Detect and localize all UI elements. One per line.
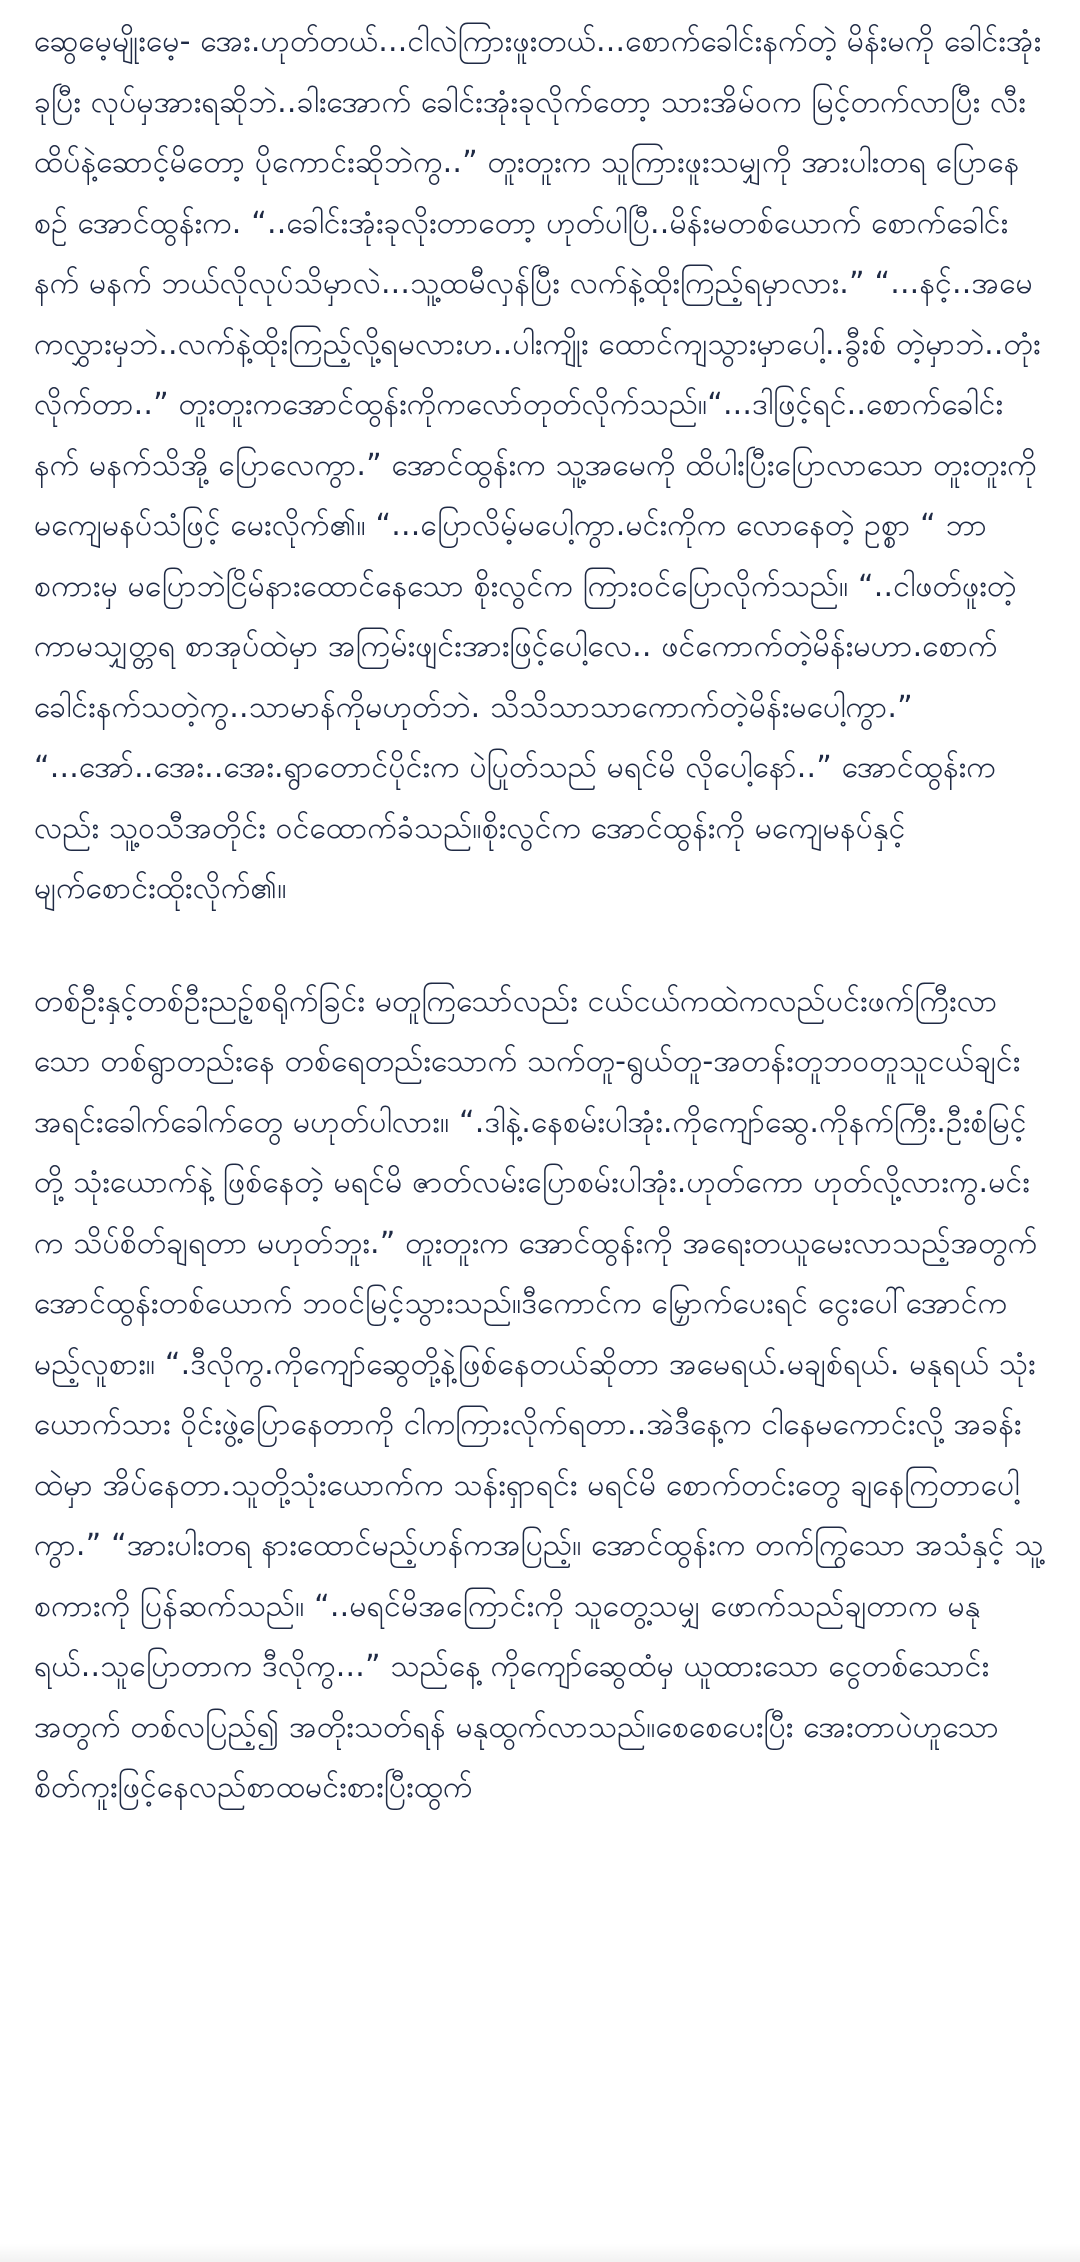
story-paragraph-1: ဆွေမေ့မျိုးမေ့- အေး.ဟုတ်တယ်...ငါလဲကြားဖူးတယ်...စောက်ခေါင်းနက်တဲ့ မိန်းမကို ခေါင်းအုံး ခုပြီး လုပ်မှအားရဆိုဘဲ..ခါးအောက် ခေါင်းအုံးခုလိုက်တော့ သားအိမ်ဝက မြင့်တက်လာပြီး လီးထိပ်နဲ့ဆောင့်မိတော့ ပိုကောင်းဆိုဘဲကွ..” တူးတူးက သူကြားဖူးသမျှကို အားပါးတရ ပြောနေစဉ် အောင်ထွန်းက. “..ခေါင်းအုံးခုလိုးတာတော့ ဟုတ်ပါပြီ..မိန်းမတစ်ယောက် စောက်ခေါင်းနက် မနက် ဘယ်လိုလုပ်သိမှာလဲ...သူ့ထမီလှန်ပြီး လက်နဲ့ထိုးကြည့်ရမှာလား.” “...နင့်..အမေကလွှားမှဘဲ..လက်နဲ့ထိုးကြည့်လို့ရမလားဟ..ပါးကျိုး ထောင်ကျသွားမှာပေါ့..ခွီးစ် တဲ့မှာဘဲ..တုံးလိုက်တာ..” တူးတူးကအောင်ထွန်းကိုကလော်တုတ်လိုက်သည်။“...ဒါဖြင့်ရင်..စောက်ခေါင်းနက် မနက်သိအို့ ပြောလေကွာ.” အောင်ထွန်းက သူ့အမေကို ထိပါးပြီးပြောလာသော တူးတူးကို မကျေမနပ်သံဖြင့် မေးလိုက်၏။ “...ပြောလိမ့်မပေါ့ကွာ.မင်းကိုက လောနေတဲ့ ဥစ္စာ “ ဘာစကားမှ မပြောဘဲငြိမ်နားထောင်နေသော စိုးလွင်က ကြားဝင်ပြောလိုက်သည်။ “..ငါဖတ်ဖူးတဲ့ ကာမသျှတ္တရ စာအုပ်ထဲမှာ အကြမ်းဖျင်းအားဖြင့်ပေါ့လေ.. ဖင်ကောက်တဲ့မိန်းမဟာ.စောက်ခေါင်းနက်သတဲ့ကွ..သာမာန်ကိုမဟုတ်ဘဲ. သိသိသာသာကောက်တဲ့မိန်းမပေါ့ကွာ.” “...အော်..အေး..အေး.ရွာတောင်ပိုင်းက ပဲပြုတ်သည် မရင်မိ လိုပေါ့နော်..” အောင်ထွန်းကလည်း သူ့ဝသီအတိုင်း ဝင်ထောက်ခံသည်။စိုးလွင်က အောင်ထွန်းကို မကျေမနပ်နှင့် မျက်စောင်းထိုးလိုက်၏။	[34, 24, 1042, 906]
story-paragraph-2: တစ်ဦးနှင့်တစ်ဦးညဉ့်စရိုက်ခြင်း မတူကြသော်လည်း ငယ်ငယ်ကထဲကလည်ပင်းဖက်ကြီးလာသော တစ်ရွာတည်းနေ တစ်ရေတည်းသောက် သက်တူ-ရွယ်တူ-အတန်းတူဘဝတူသူငယ်ချင်းအရင်းခေါက်ခေါက်တွေ မဟုတ်ပါလား။ “.ဒါနဲ့.နေစမ်းပါအုံး.ကိုကျော်ဆွေ.ကိုနက်ကြီး.ဦးစံမြင့်တို့ သုံးယောက်နဲ့ ဖြစ်နေတဲ့ မရင်မိ ဇာတ်လမ်းပြောစမ်းပါအုံး.ဟုတ်ကော ဟုတ်လို့လားကွ.မင်းက သိပ်စိတ်ချရတာ မဟုတ်ဘူး.” တူးတူးက အောင်ထွန်းကို အရေးတယူမေးလာသည့်အတွက် အောင်ထွန်းတစ်ယောက် ဘဝင်မြင့်သွားသည်။ဒီကောင်က မြှောက်ပေးရင် ငွေးပေါ်အောင်ကမည့်လူစား။ “.ဒီလိုကွ.ကိုကျော်ဆွေတို့နဲ့ဖြစ်နေတယ်ဆိုတာ အမေရယ်.မချစ်ရယ်. မနုရယ် သုံးယောက်သား ဝိုင်းဖွဲ့ပြောနေတာကို ငါကကြားလိုက်ရတာ..အဲဒီနေ့က ငါနေမကောင်းလို့ အခန်းထဲမှာ အိပ်နေတာ.သူတို့သုံးယောက်က သန်းရှာရင်း မရင်မိ စောက်တင်းတွေ ချနေကြတာပေါ့ကွာ.” “အားပါးတရ နားထောင်မည့်ဟန်ကအပြည့်။ အောင်ထွန်းက တက်ကြွသော အသံနှင့် သူ့စကားကို ပြန်ဆက်သည်။ “..မရင်မိအကြောင်းကို သူတွေ့သမျှ ဖောက်သည်ချတာက မနုရယ်..သူပြောတာက ဒီလိုကွ...” သည်နေ့ ကိုကျော်ဆွေထံမှ ယူထားသော ငွေတစ်သောင်းအတွက် တစ်လပြည့်၍ အတိုးသတ်ရန် မနုထွက်လာသည်။စေစေပေးပြီး အေးတာပဲဟူသော စိတ်ကူးဖြင့်နေလည်စာထမင်းစားပြီးထွက်	[34, 983, 1044, 1805]
bottom-fade	[0, 2244, 1080, 2262]
